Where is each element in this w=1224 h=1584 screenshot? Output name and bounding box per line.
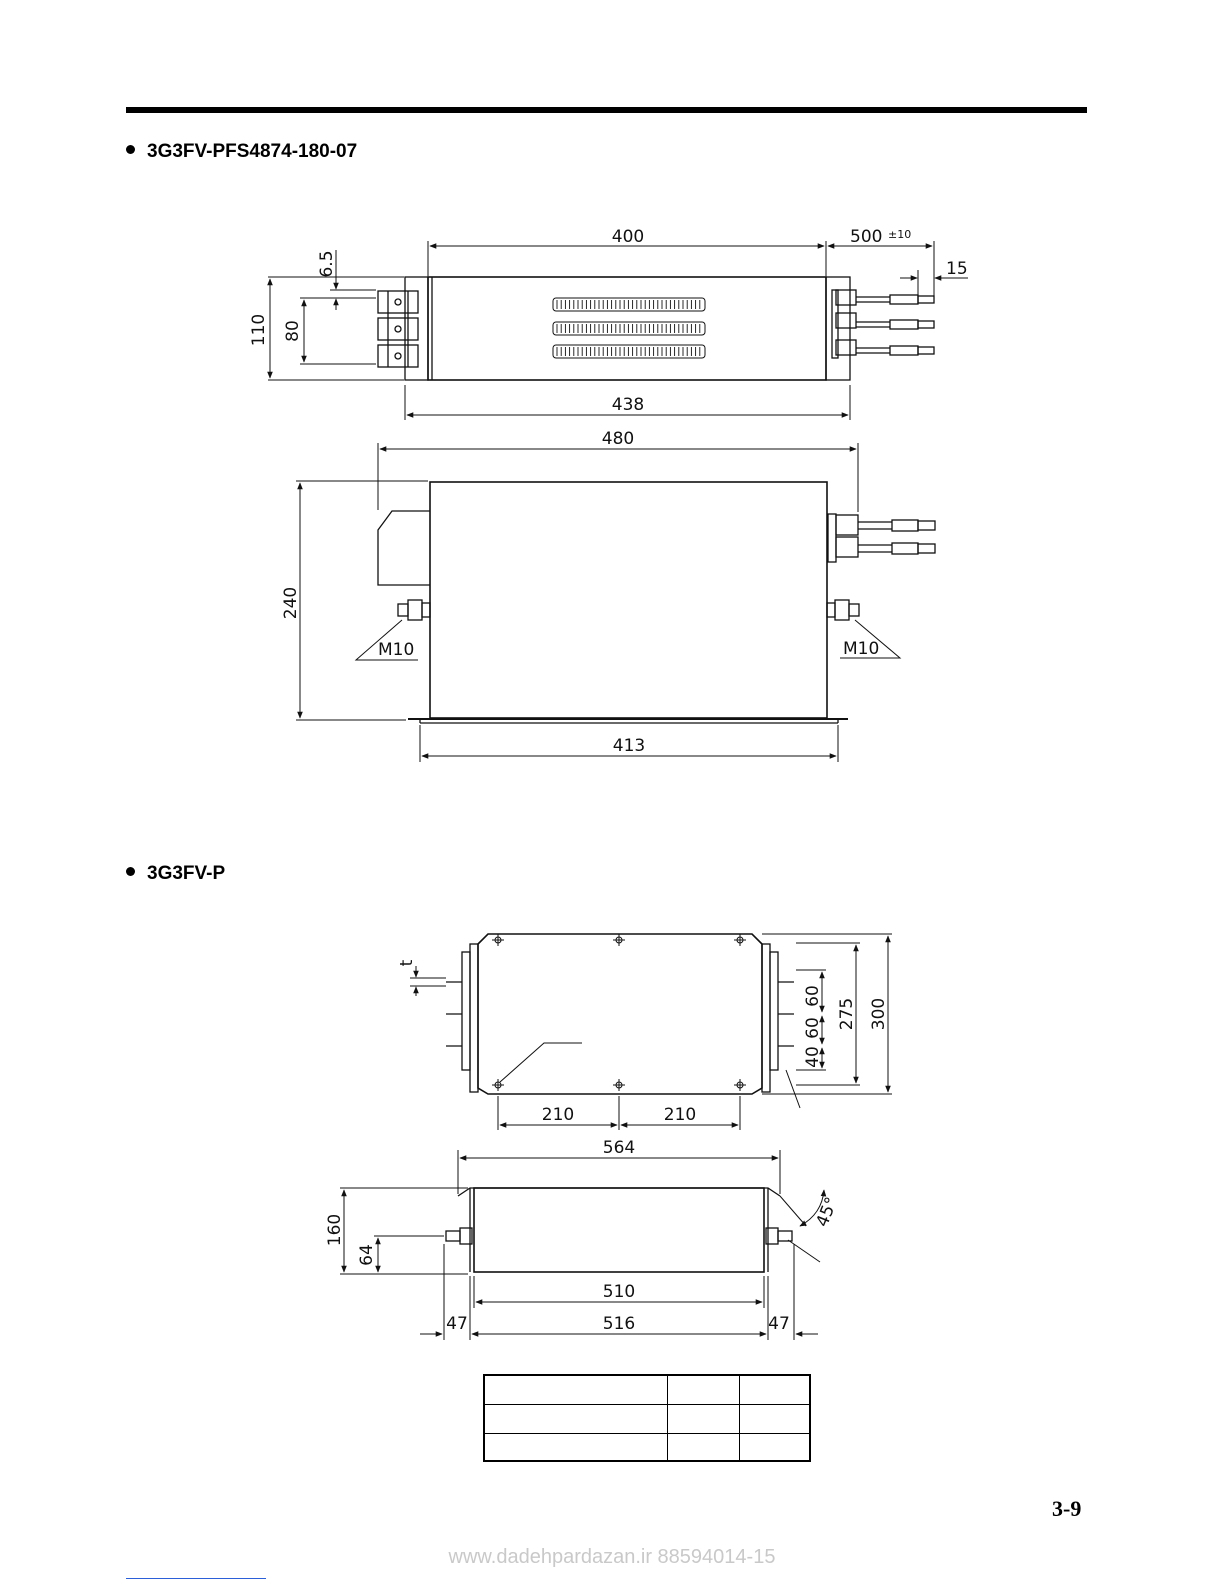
- table-row: [484, 1375, 810, 1404]
- dim-60-lower: 60: [803, 1017, 823, 1039]
- dim-6-5: 6.5: [317, 250, 337, 278]
- dim-40: 40: [803, 1046, 823, 1068]
- dim-480: 480: [601, 429, 635, 449]
- callout-m10-left: M10: [378, 640, 415, 660]
- dim-500-tolerance: ±10: [888, 228, 912, 241]
- table-cell: [739, 1433, 810, 1461]
- dim-516: 516: [602, 1314, 636, 1334]
- dim-t: t: [397, 959, 417, 967]
- drawing2-top-view: [446, 934, 800, 1108]
- dim-564: 564: [602, 1138, 636, 1158]
- mounting-holes: [492, 934, 746, 1091]
- drawing1-front-dimensions: [296, 443, 858, 762]
- dim-110: 110: [249, 313, 269, 347]
- table-cell: [484, 1375, 667, 1404]
- dim-160: 160: [325, 1213, 345, 1247]
- dim-47-right: 47: [768, 1314, 790, 1334]
- table-cell: [739, 1375, 810, 1404]
- dim-210-right: 210: [663, 1105, 697, 1125]
- table-cell: [739, 1404, 810, 1433]
- drawing2-front-dimensions: [340, 1150, 824, 1340]
- section-title-1-text: 3G3FV-PFS4874-180-07: [147, 141, 358, 162]
- page-number: 3-9: [1052, 1496, 1082, 1521]
- drawing1-top-view: [378, 277, 934, 380]
- table-cell: [667, 1433, 739, 1461]
- dim-400: 400: [611, 227, 645, 247]
- table-cell: [667, 1375, 739, 1404]
- dim-47-left: 47: [446, 1314, 468, 1334]
- dim-438: 438: [611, 395, 645, 415]
- dim-500: 500: [850, 227, 883, 247]
- dim-45-degree: 45°: [812, 1194, 843, 1230]
- dim-15: 15: [946, 259, 968, 279]
- section-title-2-text: 3G3FV-P: [147, 863, 226, 884]
- dim-240: 240: [281, 586, 301, 620]
- table-cell: [667, 1404, 739, 1433]
- table-cell: [484, 1433, 667, 1461]
- spec-table: [483, 1374, 811, 1462]
- footer-link-underline: [126, 1578, 266, 1579]
- dim-300: 300: [869, 997, 889, 1031]
- table-cell: [484, 1404, 667, 1433]
- callout-m10-right: M10: [843, 639, 880, 659]
- drawing1-top-dimensions: [268, 241, 968, 420]
- table-row: [484, 1433, 810, 1461]
- vent-slots: [553, 298, 705, 358]
- dim-210-left: 210: [541, 1105, 575, 1125]
- dim-510: 510: [602, 1282, 636, 1302]
- dim-60-upper: 60: [803, 985, 823, 1007]
- dim-413: 413: [612, 736, 646, 756]
- drawing2-front-view: [446, 1188, 820, 1272]
- drawing1-front-view: [356, 482, 935, 723]
- dim-64: 64: [357, 1244, 377, 1266]
- dim-80: 80: [283, 320, 303, 342]
- dim-275: 275: [837, 997, 857, 1031]
- watermark: www.dadehpardazan.ir 88594014-15: [448, 1546, 776, 1568]
- table-row: [484, 1404, 810, 1433]
